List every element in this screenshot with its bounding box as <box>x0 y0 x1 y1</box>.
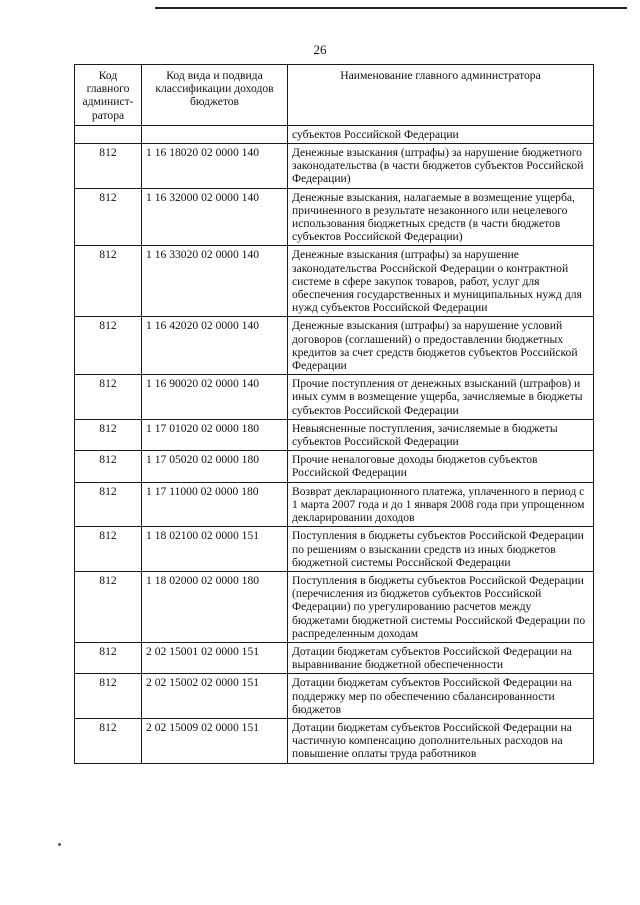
cell-class-code: 1 16 33020 02 0000 140 <box>142 246 288 317</box>
cell-class-code: 1 16 32000 02 0000 140 <box>142 188 288 246</box>
cell-admin-code: 812 <box>75 375 142 420</box>
header-admin-code: Код главного админист-ратора <box>75 65 142 126</box>
cell-admin-code: 812 <box>75 144 142 189</box>
cell-admin-name: Поступления в бюджеты субъектов Российской Федерации по решениям о взыскании средств из иных бюджетов бюджетной системы Российской Федерации <box>288 527 594 572</box>
cell-class-code: 1 16 18020 02 0000 140 <box>142 144 288 189</box>
cell-admin-code: 812 <box>75 246 142 317</box>
cell-admin-code <box>75 125 142 143</box>
cell-admin-code: 812 <box>75 642 142 673</box>
table-row <box>75 482 594 527</box>
table-row <box>75 571 594 642</box>
cell-admin-name: Дотации бюджетам субъектов Российской Федерации на частичную компенсацию дополнительных расходов на повышение оплаты труда работников <box>288 718 594 763</box>
cell-admin-name: Денежные взыскания (штрафы) за нарушение законодательства Российской Федерации о контрактной системе в сфере закупок товаров, работ, услуг для обеспечения государственных и муниципальных нужд для нужд субъектов Российской Федерации <box>288 246 594 317</box>
table-row <box>75 317 594 375</box>
cell-class-code: 1 18 02000 02 0000 180 <box>142 571 288 642</box>
table-row <box>75 451 594 482</box>
header-admin-name: Наименование главного администратора <box>288 65 594 126</box>
cell-class-code: 1 16 90020 02 0000 140 <box>142 375 288 420</box>
cell-admin-name: Прочие поступления от денежных взысканий (штрафов) и иных сумм в возмещение ущерба, зачисляемые в бюджеты субъектов Российской Федерации <box>288 375 594 420</box>
cell-admin-code: 812 <box>75 188 142 246</box>
table-row <box>75 674 594 719</box>
cell-admin-name: Дотации бюджетам субъектов Российской Федерации на поддержку мер по обеспечению сбалансированности бюджетов <box>288 674 594 719</box>
cell-admin-code: 812 <box>75 571 142 642</box>
table-row <box>75 642 594 673</box>
cell-class-code: 2 02 15002 02 0000 151 <box>142 674 288 719</box>
cell-class-code: 1 17 05020 02 0000 180 <box>142 451 288 482</box>
table-row <box>75 718 594 763</box>
table-row <box>75 527 594 572</box>
cell-admin-name: Денежные взыскания (штрафы) за нарушение условий договоров (соглашений) о предоставлении бюджетных кредитов за счет средств бюджетов субъектов Российской Федерации <box>288 317 594 375</box>
cell-admin-name: субъектов Российской Федерации <box>288 125 594 143</box>
cell-admin-code: 812 <box>75 482 142 527</box>
top-rule <box>155 7 627 9</box>
table-header-row <box>75 65 594 126</box>
cell-admin-name: Невыясненные поступления, зачисляемые в бюджеты субъектов Российской Федерации <box>288 419 594 450</box>
cell-admin-name: Денежные взыскания (штрафы) за нарушение бюджетного законодательства (в части бюджетов субъектов Российской Федерации) <box>288 144 594 189</box>
cell-class-code: 1 16 42020 02 0000 140 <box>142 317 288 375</box>
table-row <box>75 188 594 246</box>
cell-class-code: 1 17 01020 02 0000 180 <box>142 419 288 450</box>
table-row <box>75 419 594 450</box>
cell-admin-code: 812 <box>75 674 142 719</box>
cell-class-code <box>142 125 288 143</box>
cell-admin-name: Денежные взыскания, налагаемые в возмещение ущерба, причиненного в результате незаконного или нецелевого использования бюджетных средств (в части бюджетов субъектов Российской Федерации) <box>288 188 594 246</box>
cell-admin-code: 812 <box>75 451 142 482</box>
cell-class-code: 1 18 02100 02 0000 151 <box>142 527 288 572</box>
cell-class-code: 1 17 11000 02 0000 180 <box>142 482 288 527</box>
cell-admin-name: Возврат декларационного платежа, уплаченного в период с 1 марта 2007 года и до 1 января 2008 года при упрощенном декларировании доходов <box>288 482 594 527</box>
cell-admin-name: Дотации бюджетам субъектов Российской Федерации на выравнивание бюджетной обеспеченности <box>288 642 594 673</box>
cell-class-code: 2 02 15001 02 0000 151 <box>142 642 288 673</box>
revenue-administrators-table <box>74 64 594 764</box>
cell-admin-code: 812 <box>75 317 142 375</box>
table-row <box>75 375 594 420</box>
table-row <box>75 246 594 317</box>
header-class-code: Код вида и подвида классификации доходов бюджетов <box>142 65 288 126</box>
cell-admin-code: 812 <box>75 718 142 763</box>
cell-admin-code: 812 <box>75 419 142 450</box>
table-row <box>75 144 594 189</box>
margin-dot <box>58 843 61 846</box>
cell-class-code: 2 02 15009 02 0000 151 <box>142 718 288 763</box>
table-row <box>75 125 594 143</box>
cell-admin-name: Прочие неналоговые доходы бюджетов субъектов Российской Федерации <box>288 451 594 482</box>
page-number: 26 <box>313 42 327 57</box>
cell-admin-code: 812 <box>75 527 142 572</box>
cell-admin-name: Поступления в бюджеты субъектов Российской Федерации (перечисления из бюджетов субъектов Российской Федерации) по урегулированию расчетов между бюджетами бюджетной системы Российской Федерации по распределенным доходам <box>288 571 594 642</box>
